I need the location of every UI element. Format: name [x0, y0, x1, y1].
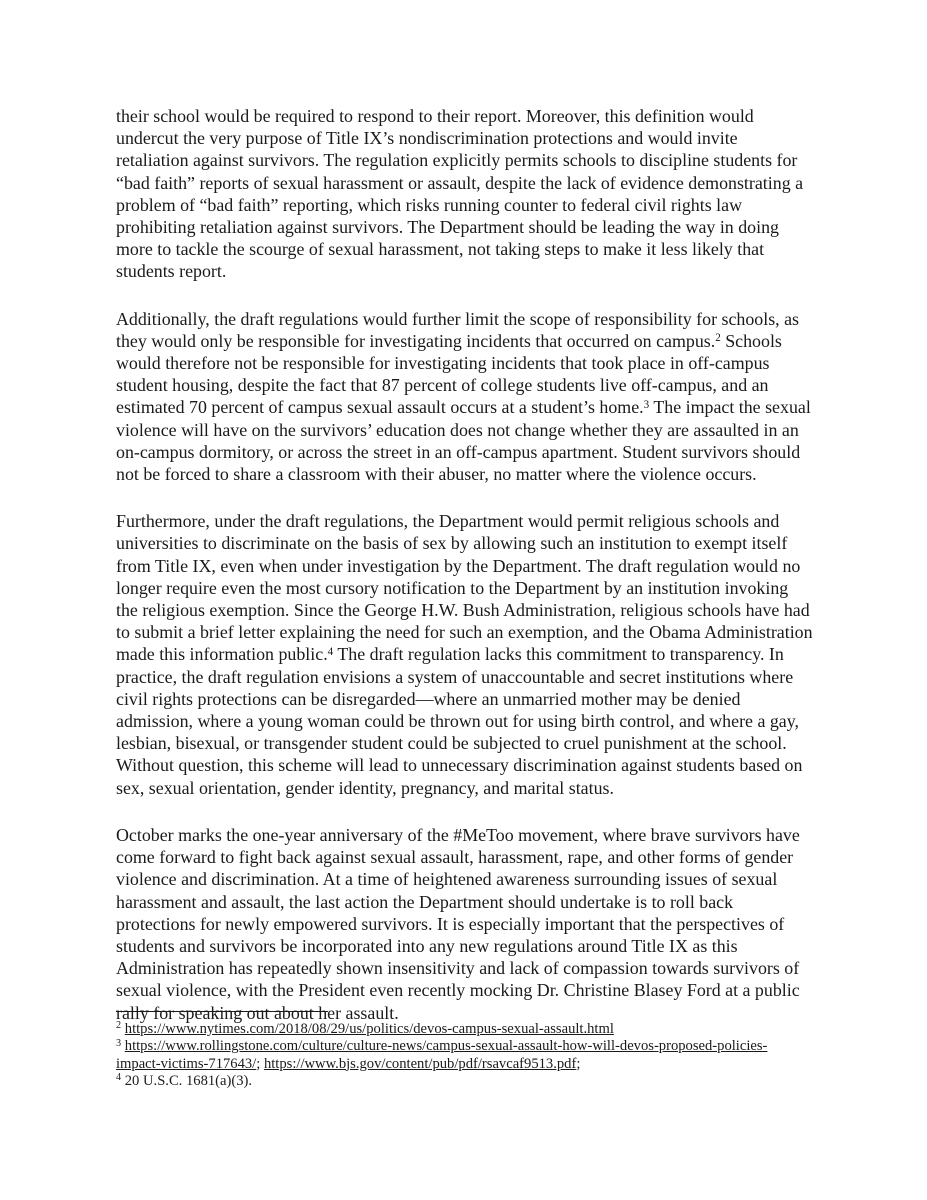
- text-line: violence will have on the survivors’ education does not change whether they are assaulted in an: [116, 419, 799, 440]
- text-line: Additionally, the draft regulations would further limit the scope of responsibility for schools, as: [116, 308, 800, 329]
- text-line: the religious exemption. Since the George H.W. Bush Administration, religious schools have had: [116, 600, 810, 621]
- text-line: from Title IX, even when under investigation by the Department. The draft regulation would no: [116, 555, 801, 576]
- letter-body: [116, 105, 816, 1024]
- footnote-2: [116, 1021, 816, 1038]
- footnote-link[interactable]: https://www.rollingstone.com/culture/culture-news/campus-sexual-assault-how-will-devos-proposed-policies-: [124, 1038, 768, 1055]
- text-line: admission, where a young woman could be thrown out for using birth control, and where a gay,: [116, 711, 799, 732]
- text-line: protections for newly empowered survivors. It is especially important that the perspectives of: [116, 913, 785, 934]
- footnote-link[interactable]: impact-victims-717643/: [116, 1055, 257, 1072]
- paragraph-reporting-retaliation: [116, 105, 816, 283]
- text-line: lesbian, bisexual, or transgender student could be subjected to cruel punishment at the school.: [116, 733, 787, 754]
- footnotes: [116, 1021, 816, 1090]
- text-line: problem of “bad faith” reporting, which risks running counter to federal civil rights law: [116, 194, 742, 215]
- text-line: their school would be required to respond to their report. Moreover, this definition would: [116, 106, 754, 126]
- text-segment: they would only be responsible for investigating incidents that occurred on campus.: [116, 330, 716, 351]
- text-segment: The impact the sexual: [649, 397, 811, 418]
- text-line: retaliation against survivors. The regulation explicitly permits schools to discipline students for: [116, 150, 798, 171]
- text-line: Administration has repeatedly shown insensitivity and lack of compassion towards survivors of: [116, 958, 800, 979]
- text-segment: estimated 70 percent of campus sexual assault occurs at a student’s home.: [116, 397, 644, 418]
- text-segment: The draft regulation lacks this commitment to transparency. In: [333, 644, 784, 665]
- text-line: to submit a brief letter explaining the need for such an exemption, and the Obama Administration: [116, 622, 813, 643]
- text-line: Without question, this scheme will lead to unnecessary discrimination against students based on: [116, 755, 803, 776]
- text-line: practice, the draft regulation envisions a system of unaccountable and secret institutions where: [116, 666, 794, 687]
- text-line: more to tackle the scourge of sexual harassment, not taking steps to make it less likely that: [116, 239, 765, 260]
- footnote-number: 2: [116, 1020, 122, 1032]
- footnote-4: [116, 1073, 816, 1090]
- paragraph-off-campus-scope: [116, 308, 816, 486]
- text-line: harassment and assault, the last action the Department should undertake is to roll back: [116, 891, 734, 912]
- footnote-link[interactable]: https://www.nytimes.com/2018/08/29/us/politics/devos-campus-sexual-assault.html: [124, 1021, 614, 1037]
- footnote-3-continued: [116, 1056, 816, 1073]
- footnote-ref-3[interactable]: 3: [643, 398, 650, 411]
- text-line: sex, sexual orientation, gender identity, pregnancy, and marital status.: [116, 777, 614, 798]
- text-line: undercut the very purpose of Title IX’s nondiscrimination protections and would invite: [116, 128, 738, 149]
- text-line: students report.: [116, 261, 227, 282]
- text-line: civil rights protections can be disregarded—where an unmarried mother may be denied: [116, 688, 741, 709]
- footnote-ref-2[interactable]: 2: [715, 332, 721, 345]
- text-segment: made this information public.: [116, 644, 328, 665]
- text-line: students and survivors be incorporated into any new regulations around Title IX as this: [116, 935, 738, 956]
- text-line: October marks the one-year anniversary of the #MeToo movement, where brave survivors have: [116, 824, 800, 845]
- text-line: prohibiting retaliation against survivors. The Department should be leading the way in doing: [116, 217, 779, 238]
- paragraph-religious-exemption: [116, 510, 816, 799]
- footnote-divider: [116, 1011, 328, 1012]
- footnote-3: [116, 1038, 816, 1055]
- text-line: would therefore not be responsible for investigating incidents that took place in off-campus: [116, 353, 770, 374]
- footnote-separator: ;: [256, 1055, 264, 1072]
- text-line: universities to discriminate on the basis of sex by allowing such an institution to exempt itself: [116, 533, 788, 554]
- text-line: rally for speaking out about her assault.: [116, 1002, 399, 1023]
- footnote-link[interactable]: https://www.bjs.gov/content/pub/pdf/rsavcaf9513.pdf: [263, 1055, 577, 1072]
- text-line: not be forced to share a classroom with their abuser, no matter where the violence occurs.: [116, 464, 757, 485]
- footnote-text: 20 U.S.C. 1681(a)(3).: [121, 1072, 253, 1089]
- paragraph-metoo-anniversary: [116, 824, 816, 1024]
- footnote-number: 4: [116, 1072, 122, 1084]
- text-line: longer require even the most cursory notification to the Department by an institution invoking: [116, 577, 789, 598]
- text-line: [116, 643, 816, 665]
- text-line: [116, 330, 816, 352]
- text-line: student housing, despite the fact that 87 percent of college students live off-campus, and an: [116, 375, 769, 396]
- text-line: sexual violence, with the President even recently mocking Dr. Christine Blasey Ford at a public: [116, 980, 800, 1001]
- text-line: on-campus dormitory, or across the street in an off-campus apartment. Student survivors should: [116, 441, 801, 462]
- text-line: “bad faith” reports of sexual harassment or assault, despite the lack of evidence demonstrating a: [116, 172, 804, 193]
- text-line: violence and discrimination. At a time of heightened awareness surrounding issues of sexual: [116, 869, 778, 890]
- footnote-trailing: ;: [576, 1055, 581, 1072]
- text-segment: Schools: [720, 330, 782, 351]
- text-line: [116, 396, 816, 418]
- text-line: come forward to fight back against sexual assault, harassment, rape, and other forms of gender: [116, 847, 794, 868]
- footnote-ref-4[interactable]: 4: [327, 645, 334, 658]
- text-line: Furthermore, under the draft regulations, the Department would permit religious schools and: [116, 511, 780, 532]
- footnote-number: 3: [116, 1037, 122, 1049]
